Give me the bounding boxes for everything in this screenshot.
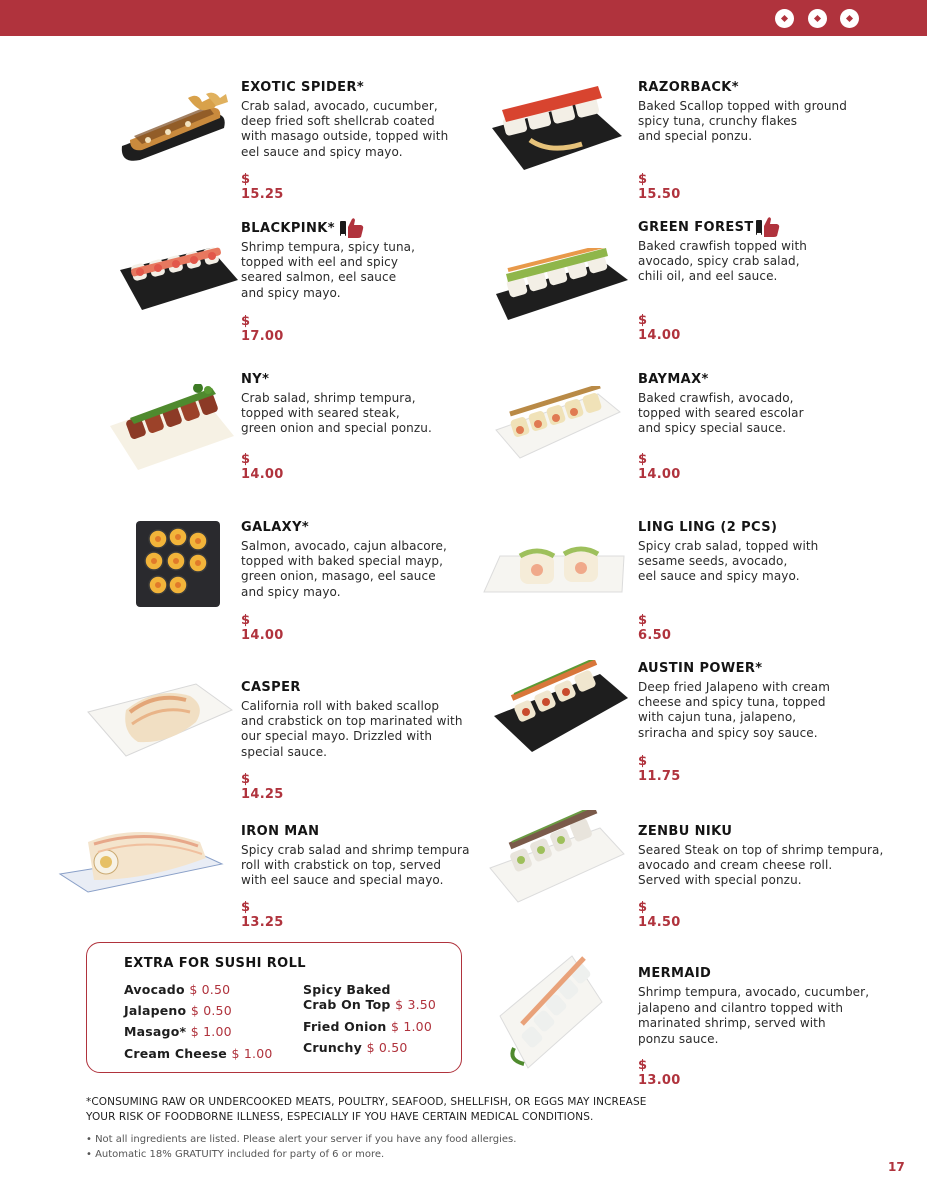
item-price: $ 14.00: [241, 613, 284, 643]
item-description: Deep fried Jalapeno with cream cheese and spicy tuna, topped with cajun tuna, jalapeno, sriracha and spicy soy sauce.: [638, 680, 831, 740]
item-price: $ 14.00: [241, 452, 284, 482]
sushi-roll-image: [494, 952, 606, 1072]
diamond-dot-icon: [775, 9, 794, 28]
item-name: RAZORBACK*: [638, 79, 739, 95]
extra-spicy-baked-line1: Spicy Baked: [303, 982, 391, 997]
item-name: AUSTIN POWER*: [638, 660, 763, 676]
sushi-roll-image: [118, 240, 240, 312]
item-name: GREEN FOREST: [638, 218, 888, 236]
item-name: IRON MAN: [241, 823, 320, 839]
item-description: Salmon, avocado, cajun albacore, topped with baked special mayp, green onion, masago, eel sauce and spicy mayo.: [241, 539, 447, 599]
item-name: LING LING (2 PCS): [638, 519, 778, 535]
item-name: ZENBU NIKU: [638, 823, 733, 839]
item-price: $ 17.00: [241, 314, 284, 344]
extra-avocado: Avocado $ 0.50: [124, 982, 231, 997]
item-name: CASPER: [241, 679, 301, 695]
extra-fried-onion: Fried Onion $ 1.00: [303, 1019, 432, 1034]
sushi-roll-image: [108, 384, 236, 474]
item-name: EXOTIC SPIDER*: [241, 79, 365, 95]
item-description: Seared Steak on top of shrimp tempura, avocado and cream cheese roll. Served with special ponzu.: [638, 843, 884, 888]
item-name: GALAXY*: [241, 519, 310, 535]
extras-box: [86, 942, 462, 1073]
item-price: $ 15.25: [241, 172, 284, 202]
extra-crunchy: Crunchy $ 0.50: [303, 1040, 408, 1055]
item-name: MERMAID: [638, 965, 712, 981]
sushi-roll-image: [86, 682, 234, 758]
item-price: $ 15.50: [638, 172, 681, 202]
diamond-dot-icon: [808, 9, 827, 28]
item-price: $ 14.00: [638, 313, 681, 343]
item-price: $ 6.50: [638, 613, 672, 643]
allergy-note: • Not all ingredients are listed. Please alert your server if you have any food allergies.: [86, 1134, 517, 1145]
sushi-roll-image: [58, 822, 226, 898]
item-name: BAYMAX*: [638, 371, 709, 387]
extra-masago: Masago* $ 1.00: [124, 1024, 232, 1039]
diamond-dot-icon: [840, 9, 859, 28]
item-price: $ 13.00: [638, 1058, 681, 1088]
sushi-roll-image: [492, 660, 632, 756]
extras-title: EXTRA FOR SUSHI ROLL: [124, 956, 306, 971]
item-description: Crab salad, shrimp tempura, topped with seared steak, green onion and special ponzu.: [241, 391, 432, 436]
sushi-roll-image: [494, 248, 630, 322]
item-name: NY*: [241, 371, 270, 387]
item-name: BLACKPINK*: [241, 219, 471, 237]
item-description: Baked Scallop topped with ground spicy tuna, crunchy flakes and special ponzu.: [638, 99, 847, 144]
item-description: Shrimp tempura, spicy tuna, topped with eel and spicy seared salmon, eel sauce and spicy mayo.: [241, 240, 416, 300]
header-bar: [0, 0, 927, 36]
item-description: Shrimp tempura, avocado, cucumber, jalapeno and cilantro topped with marinated shrimp, served with ponzu sauce.: [638, 985, 870, 1046]
sushi-roll-image: [490, 84, 626, 172]
item-price: $ 11.75: [638, 754, 681, 784]
footer-notes: [86, 1132, 516, 1162]
item-description: Spicy crab salad and shrimp tempura roll with crabstick on top, served with eel sauce and special mayo.: [241, 843, 470, 888]
gratuity-note: • Automatic 18% GRATUITY included for party of 6 or more.: [86, 1149, 385, 1160]
item-description: Spicy crab salad, topped with sesame seeds, avocado, eel sauce and spicy mayo.: [638, 539, 819, 584]
thumbs-up-icon: [340, 217, 364, 239]
item-price: $ 14.25: [241, 772, 284, 802]
sushi-roll-image: [118, 92, 230, 164]
item-description: Baked crawfish topped with avocado, spicy crab salad, chili oil, and eel sauce.: [638, 239, 808, 284]
sushi-roll-image: [134, 519, 222, 609]
item-price: $ 13.25: [241, 900, 284, 930]
extra-jalapeno: Jalapeno $ 0.50: [124, 1003, 232, 1018]
thumbs-up-icon: [756, 216, 780, 238]
raw-food-disclaimer: *CONSUMING RAW OR UNDERCOOKED MEATS, POULTRY, SEAFOOD, SHELLFISH, OR EGGS MAY INCREASE YOUR RISK OF FOODBORNE ILLNESS, ESPECIALLY IF YOU HAVE CERTAIN MEDICAL CONDITIONS.: [86, 1096, 647, 1123]
item-description: Crab salad, avocado, cucumber, deep fried soft shellcrab coated with masago outside, topped with eel sauce and spicy mayo.: [241, 99, 449, 159]
item-description: California roll with baked scallop and crabstick on top marinated with our special mayo. Drizzled with special sauce.: [241, 699, 463, 759]
sushi-roll-image: [488, 810, 628, 906]
page-number: 17: [888, 1160, 905, 1174]
sushi-roll-image: [482, 540, 628, 598]
extra-spicy-baked-crab: Crab On Top $ 3.50: [303, 997, 437, 1012]
extra-cream-cheese: Cream Cheese $ 1.00: [124, 1046, 273, 1061]
item-description: Baked crawfish, avocado, topped with seared escolar and spicy special sauce.: [638, 391, 804, 436]
sushi-roll-image: [494, 386, 622, 462]
item-price: $ 14.00: [638, 452, 681, 482]
item-price: $ 14.50: [638, 900, 681, 930]
